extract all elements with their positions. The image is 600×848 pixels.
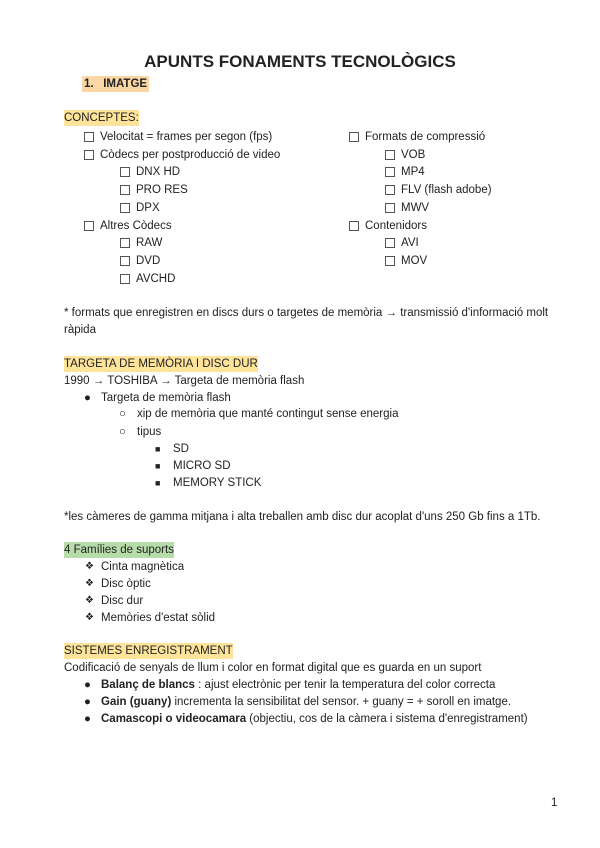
- checkbox-icon[interactable]: [385, 256, 395, 266]
- system-description: (objectiu, cos de la càmera i sistema d'enregistrament): [246, 713, 528, 725]
- section-heading-imatge: [82, 76, 149, 92]
- memory-sub2: [119, 424, 161, 440]
- checkbox-icon[interactable]: [84, 132, 94, 142]
- checkbox-icon[interactable]: [349, 221, 359, 231]
- checklist-item: [385, 164, 425, 180]
- checkbox-icon[interactable]: [385, 150, 395, 160]
- concepts-heading: CONCEPTES:: [64, 112, 139, 124]
- bullet-diamond-icon: ❖: [85, 595, 94, 606]
- checklist-item: [385, 235, 419, 251]
- bullet-diamond-icon: ❖: [85, 612, 94, 623]
- systems-heading: SISTEMES ENREGISTRAMENT: [64, 645, 233, 657]
- checkbox-icon[interactable]: [84, 150, 94, 160]
- checklist-item: [120, 271, 175, 287]
- memory-intro: 1990 → TOSHIBA → Targeta de memòria flash: [64, 375, 305, 387]
- bullet-square-icon: ■: [155, 444, 161, 454]
- bullet-text: Cinta magnètica: [101, 561, 185, 573]
- checklist-item: [120, 200, 160, 216]
- bullet-text: SD: [173, 443, 189, 455]
- bullet-text: Disc dur: [101, 595, 144, 607]
- checklist-label: Formats de compressió: [365, 131, 486, 143]
- checkbox-icon[interactable]: [120, 203, 130, 213]
- memory-bullet: [84, 390, 231, 406]
- memory-heading: TARGETA DE MEMÒRIA I DISC DUR: [64, 358, 258, 370]
- checklist-label: FLV (flash adobe): [401, 184, 492, 197]
- checklist-item: [84, 129, 272, 145]
- system-term: Balanç de blancs: [101, 679, 195, 691]
- bullet-text: Targeta de memòria flash: [101, 392, 231, 404]
- checklist-label: AVCHD: [136, 272, 176, 285]
- checkbox-icon[interactable]: [120, 185, 130, 195]
- checklist-item: [120, 182, 188, 198]
- memory-type-item: [155, 441, 189, 457]
- bullet-text: MEMORY STICK: [173, 477, 262, 489]
- system-description: incrementa la sensibilitat del sensor. + guany = + soroll en imatge.: [171, 696, 512, 708]
- concepts-note-line2: ràpida: [64, 324, 96, 336]
- bullet-dot-icon: ●: [84, 679, 91, 691]
- checklist-item: [120, 235, 162, 251]
- systems-intro: Codificació de senyals de llum i color en format digital que es guarda en un suport: [64, 662, 482, 674]
- page-number: 1: [551, 797, 558, 809]
- checkbox-icon[interactable]: [349, 132, 359, 142]
- checklist-label: AVI: [401, 237, 419, 250]
- checklist-label: VOB: [401, 148, 426, 161]
- bullet-dot-icon: ●: [84, 392, 91, 404]
- checkbox-icon[interactable]: [385, 238, 395, 248]
- checklist-label: Còdecs per postproducció de video: [100, 148, 281, 161]
- checklist-item: [84, 218, 172, 234]
- bullet-circle-icon: ○: [119, 408, 126, 420]
- checklist-item: [120, 164, 180, 180]
- system-item: [84, 694, 511, 710]
- bullet-square-icon: ■: [155, 478, 161, 488]
- checkbox-icon[interactable]: [385, 185, 395, 195]
- system-term: Camascopi o videocamara: [101, 713, 247, 725]
- page-title: APUNTS FONAMENTS TECNOLÒGICS: [144, 52, 456, 71]
- checkbox-icon[interactable]: [385, 203, 395, 213]
- checklist-label: DNX HD: [136, 166, 181, 179]
- bullet-dot-icon: ●: [84, 696, 91, 708]
- bullet-text: xip de memòria que manté contingut sense energia: [137, 408, 399, 420]
- checkbox-icon[interactable]: [120, 256, 130, 266]
- checkbox-icon[interactable]: [120, 274, 130, 284]
- checkbox-icon[interactable]: [385, 167, 395, 177]
- checklist-label: PRO RES: [136, 184, 188, 197]
- checklist-item: [385, 147, 425, 163]
- checklist-label: Velocitat = frames per segon (fps): [100, 131, 273, 143]
- memory-type-item: [155, 475, 261, 491]
- checklist-item: [349, 129, 485, 145]
- checklist-item: [349, 218, 427, 234]
- system-item: [84, 677, 495, 693]
- bullet-diamond-icon: ❖: [85, 578, 94, 589]
- bullet-text: MICRO SD: [173, 460, 231, 472]
- memory-sub1: [119, 406, 398, 422]
- bullet-text: tipus: [137, 426, 162, 438]
- checklist-label: MWV: [401, 201, 430, 214]
- checklist-label: Contenidors: [365, 219, 428, 232]
- support-item: [85, 593, 143, 609]
- checklist-item: [84, 147, 280, 163]
- system-term: Gain (guany): [101, 696, 172, 708]
- support-item: [85, 610, 215, 626]
- memory-note: *les càmeres de gamma mitjana i alta treballen amb disc dur acoplat d'uns 250 Gb fins a 1Tb.: [64, 511, 541, 523]
- checklist-item: [120, 253, 160, 269]
- bullet-circle-icon: ○: [119, 426, 126, 438]
- system-item: [84, 711, 528, 727]
- checklist-item: [385, 182, 492, 198]
- bullet-text: Disc òptic: [101, 578, 151, 590]
- bullet-text: Memòries d'estat sòlid: [101, 612, 216, 624]
- support-item: [85, 576, 151, 592]
- support-item: [85, 559, 184, 575]
- bullet-square-icon: ■: [155, 461, 161, 471]
- supports-heading: 4 Famílies de suports: [64, 544, 174, 556]
- checklist-item: [385, 200, 429, 216]
- section-label: IMATGE: [103, 78, 148, 90]
- concepts-note-line1: * formats que enregistren en discs durs o targetes de memòria → transmissió d'informació molt: [64, 307, 549, 319]
- bullet-dot-icon: ●: [84, 713, 91, 725]
- bullet-diamond-icon: ❖: [85, 561, 94, 572]
- checklist-label: MOV: [401, 254, 428, 267]
- checklist-label: DPX: [136, 201, 160, 214]
- checkbox-icon[interactable]: [120, 167, 130, 177]
- checkbox-icon[interactable]: [120, 238, 130, 248]
- checklist-label: MP4: [401, 166, 425, 179]
- system-description: : ajust electrònic per tenir la temperatura del color correcta: [194, 679, 496, 691]
- checklist-label: RAW: [136, 237, 163, 250]
- checklist-label: DVD: [136, 254, 161, 267]
- checklist-label: Altres Còdecs: [100, 219, 172, 232]
- checklist-item: [385, 253, 427, 269]
- memory-type-item: [155, 458, 231, 474]
- checkbox-icon[interactable]: [84, 221, 94, 231]
- section-number: 1.: [84, 78, 94, 90]
